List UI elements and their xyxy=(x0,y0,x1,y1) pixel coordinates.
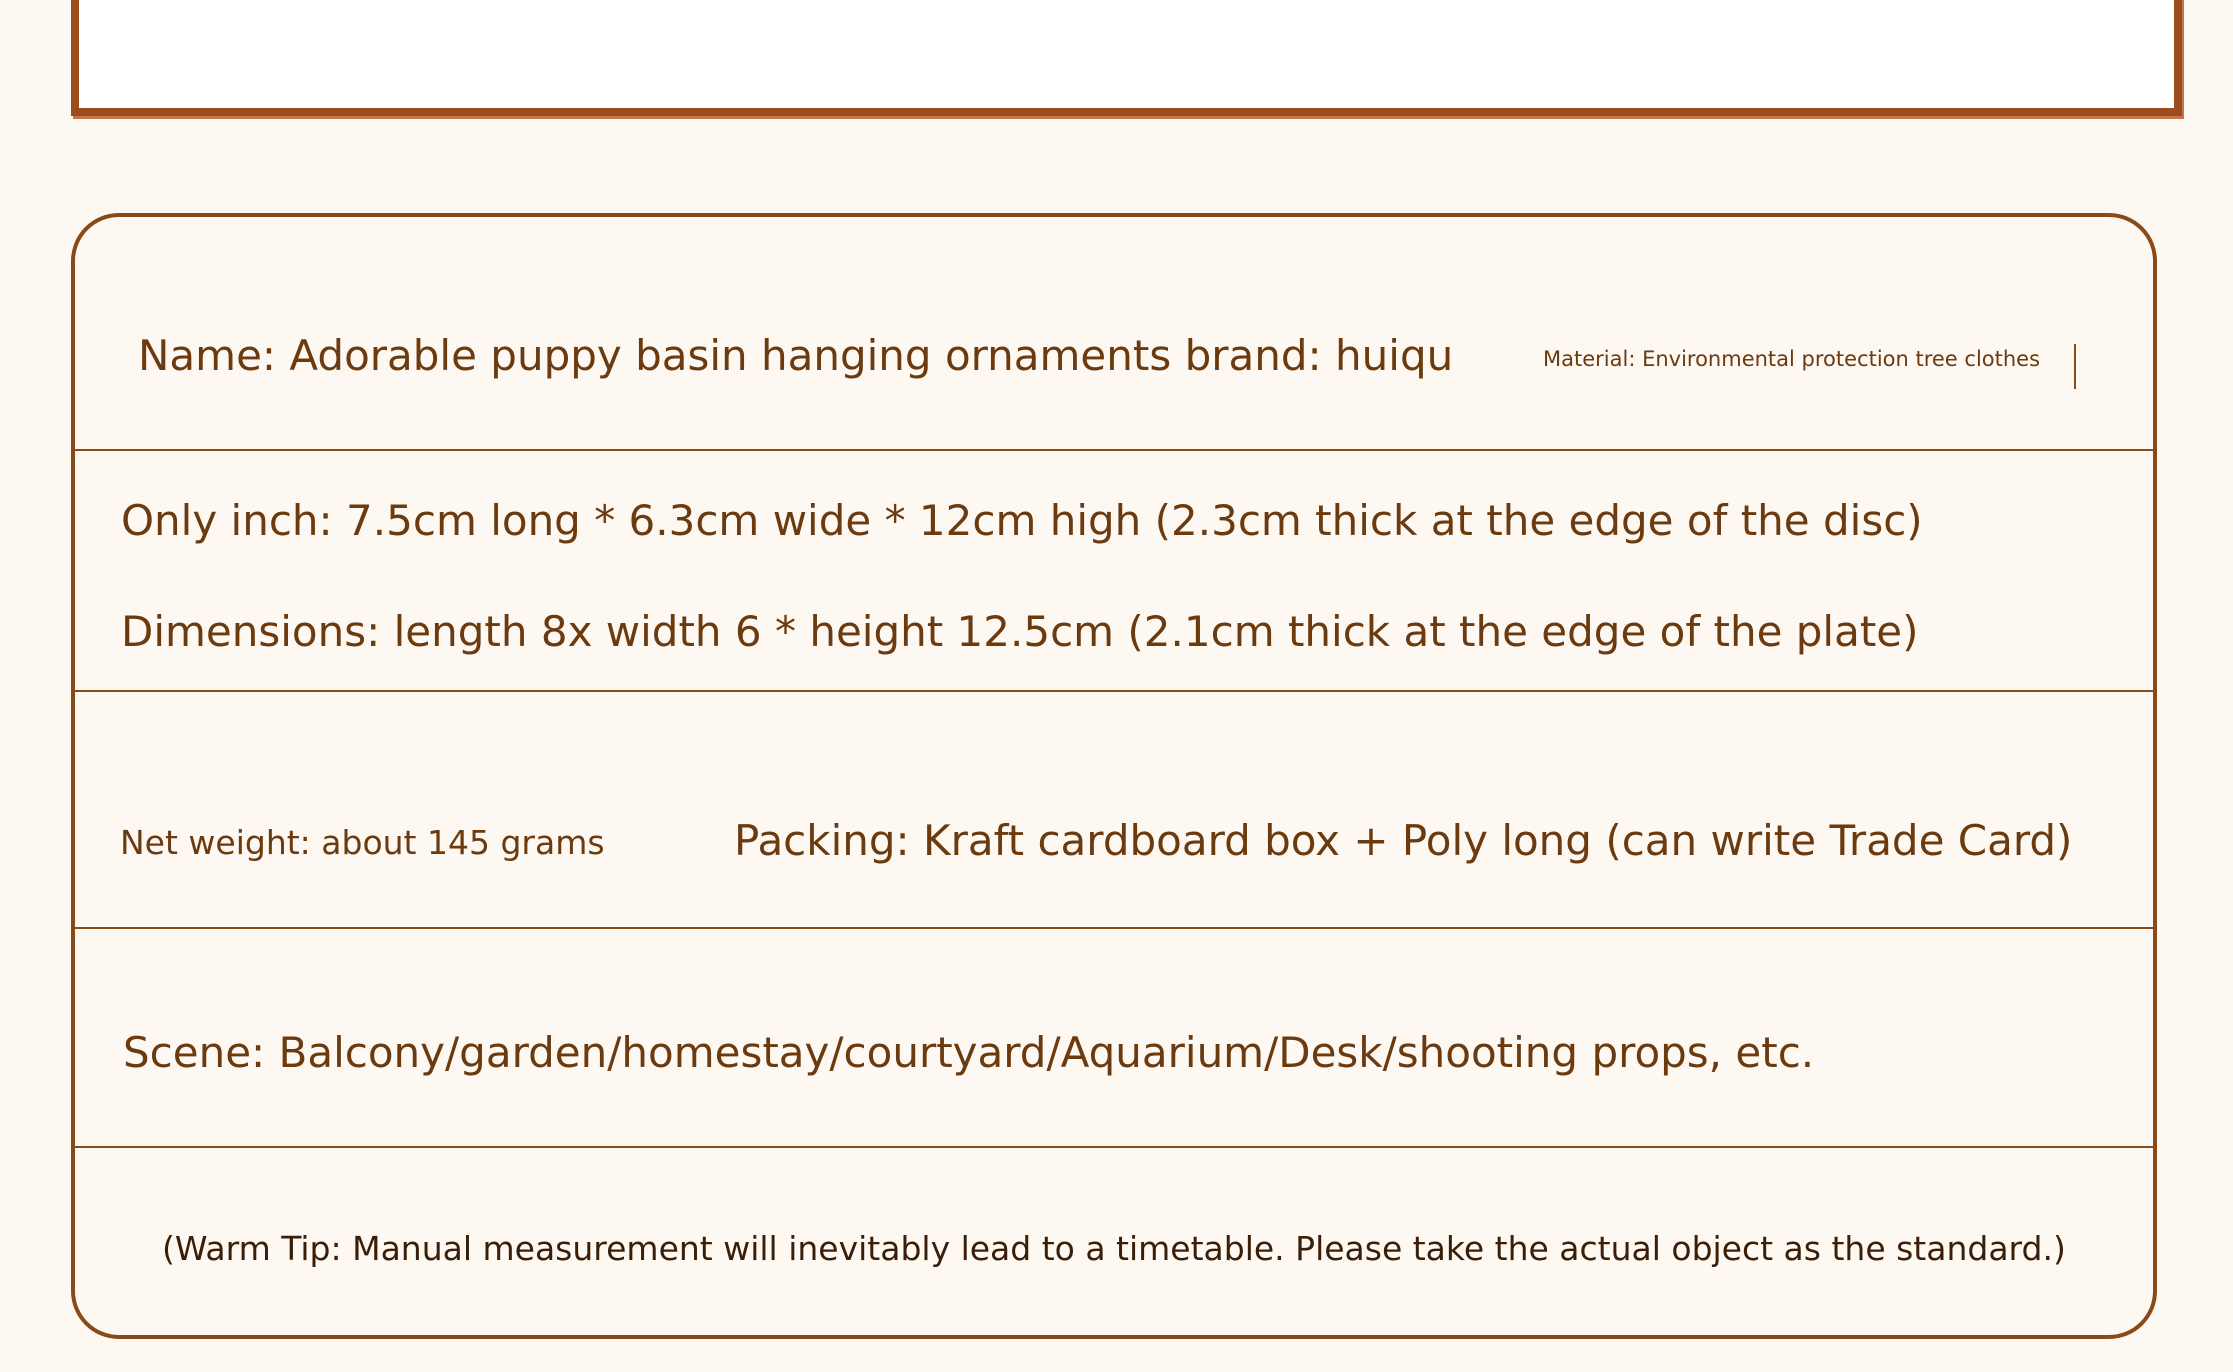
warm-tip: (Warm Tip: Manual measurement will inevitably lead to a timetable. Please take the actual object as the standard.) xyxy=(162,1229,2066,1268)
product-packing: Packing: Kraft cardboard box + Poly long (can write Trade Card) xyxy=(734,816,2073,865)
product-name: Name: Adorable puppy basin hanging ornaments brand: huiqu xyxy=(138,331,1454,380)
product-material: Material: Environmental protection tree clothes xyxy=(1543,347,2041,371)
product-net-weight: Net weight: about 145 grams xyxy=(120,823,605,862)
product-size-inch: Only inch: 7.5cm long * 6.3cm wide * 12cm high (2.3cm thick at the edge of the disc) xyxy=(121,496,1923,545)
product-scene: Scene: Balcony/garden/homestay/courtyard/Aquarium/Desk/shooting props, etc. xyxy=(123,1028,1815,1077)
row-divider xyxy=(75,449,2153,451)
top-image-frame xyxy=(71,0,2182,116)
product-spec-card xyxy=(71,213,2157,1339)
row-marker xyxy=(2074,344,2076,389)
row-divider xyxy=(75,1146,2153,1148)
product-dimensions: Dimensions: length 8x width 6 * height 12.5cm (2.1cm thick at the edge of the plate) xyxy=(121,607,1919,656)
row-divider xyxy=(75,690,2153,692)
row-divider xyxy=(75,927,2153,929)
